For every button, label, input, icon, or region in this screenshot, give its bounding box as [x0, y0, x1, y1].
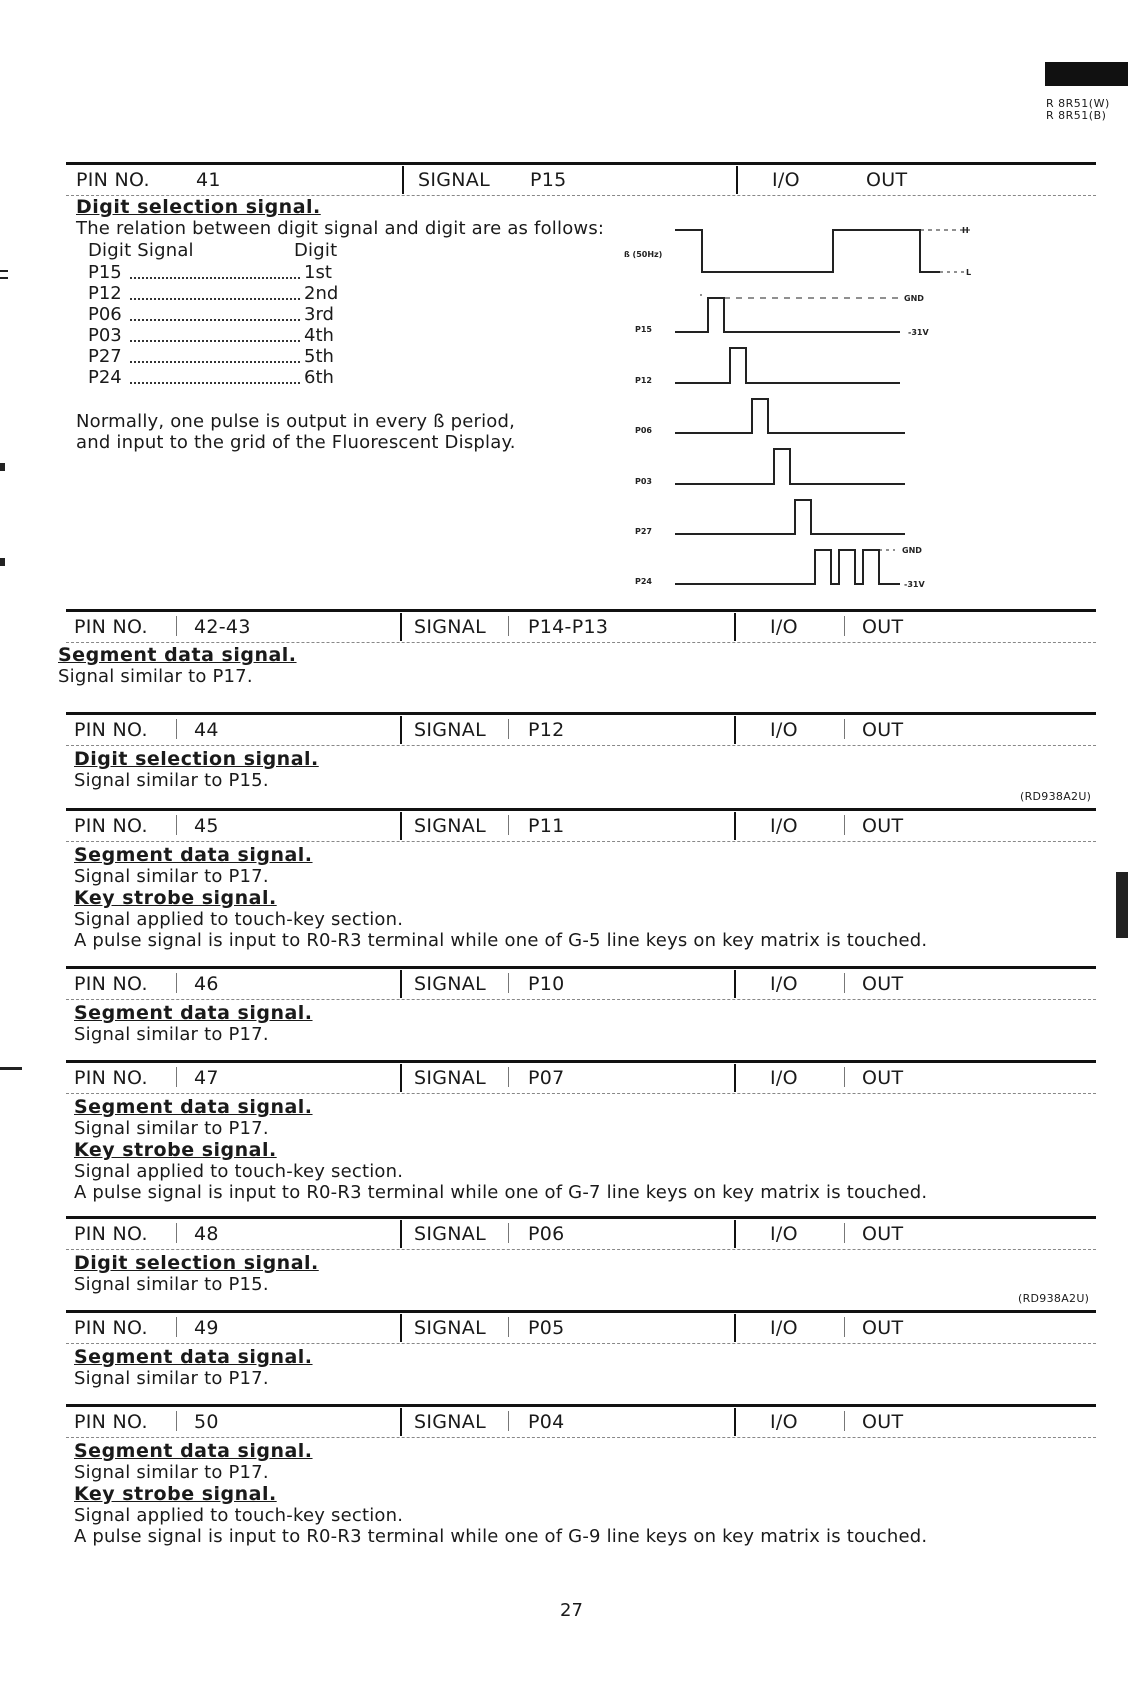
pin-row-41	[66, 162, 1096, 196]
key-description: Signal applied to touch-key section.	[74, 1161, 404, 1182]
tick	[176, 815, 177, 835]
scan-mark	[0, 277, 8, 279]
io-value: OUT	[862, 719, 904, 741]
divider	[734, 970, 736, 998]
digit-signal: P27	[88, 346, 122, 367]
pin-no-value: 49	[194, 1317, 219, 1339]
tick	[176, 719, 177, 739]
io-label: I/O	[770, 1317, 798, 1339]
io-value: OUT	[862, 973, 904, 995]
digit-signal: P03	[88, 325, 122, 346]
model-code-black: R 8R51(B)	[1046, 109, 1107, 122]
signal-value: P15	[530, 169, 567, 191]
reference-code: (RD938A2U)	[1020, 790, 1092, 803]
signal-value: P11	[528, 815, 565, 837]
tick	[176, 1411, 177, 1431]
tick	[508, 1223, 509, 1243]
section-title-segment: Segment data signal.	[58, 644, 297, 666]
divider	[736, 166, 738, 194]
scan-mark	[0, 1067, 22, 1070]
model-code-block	[1046, 98, 1110, 122]
signal-value: P07	[528, 1067, 565, 1089]
pin-no-value: 46	[194, 973, 219, 995]
p06-waveform	[675, 399, 905, 433]
level-label-gnd: GND	[904, 294, 924, 303]
signal-value: P06	[528, 1223, 565, 1245]
io-label: I/O	[770, 616, 798, 638]
leader-dots	[130, 361, 300, 363]
signal-label: SIGNAL	[414, 1317, 486, 1339]
digit-signal: P15	[88, 262, 122, 283]
digit-table-row	[88, 283, 338, 305]
key-pulse-description: A pulse signal is input to R0-R3 terminal while one of G-5 line keys on key matrix is touched.	[74, 930, 928, 951]
io-label: I/O	[772, 169, 800, 191]
divider	[734, 613, 736, 641]
pin-row-49	[66, 1310, 1096, 1344]
divider	[400, 1314, 402, 1342]
timing-label-p27: P27	[635, 527, 652, 536]
section-title-digit: Digit selection signal.	[76, 196, 321, 218]
tick	[508, 1411, 509, 1431]
timing-label-p24: P24	[635, 577, 652, 586]
col-digit-heading: Digit	[294, 240, 338, 261]
level-label-gnd-p24: GND	[902, 546, 922, 555]
section-title-segment: Segment data signal.	[74, 1440, 313, 1462]
digit-signal: P24	[88, 367, 122, 388]
section-title-segment: Segment data signal.	[74, 1096, 313, 1118]
pin-no-value: 41	[196, 169, 221, 191]
digit-signal: P12	[88, 283, 122, 304]
key-description: Signal applied to touch-key section.	[74, 909, 404, 930]
signal-label: SIGNAL	[414, 815, 486, 837]
signal-label: SIGNAL	[414, 1411, 486, 1433]
tick	[844, 616, 845, 636]
pin-row-42-43	[66, 609, 1096, 643]
key-pulse-description: A pulse signal is input to R0-R3 terminal while one of G-9 line keys on key matrix is touched.	[74, 1526, 928, 1547]
timing-label-p12: P12	[635, 376, 652, 385]
edge-tab-mark	[1116, 872, 1128, 938]
digit-value: 5th	[304, 346, 334, 367]
io-label: I/O	[770, 719, 798, 741]
io-label: I/O	[770, 1067, 798, 1089]
pin-no-label: PIN NO.	[74, 616, 148, 638]
level-label-31v: -31V	[908, 328, 929, 337]
pin-no-label: PIN NO.	[74, 1317, 148, 1339]
pulse-note-line2: and input to the grid of the Fluorescent Display.	[76, 432, 516, 453]
timing-label-beta: ß (50Hz)	[624, 250, 663, 259]
leader-dots	[130, 340, 300, 342]
pin-no-value: 47	[194, 1067, 219, 1089]
signal-label: SIGNAL	[418, 169, 490, 191]
tick	[844, 1317, 845, 1337]
section-title-digit: Digit selection signal.	[74, 1252, 319, 1274]
p24-waveform	[675, 550, 900, 584]
tick	[508, 973, 509, 993]
tick	[508, 1067, 509, 1087]
p15-waveform	[675, 298, 900, 332]
col-signal-heading: Digit Signal	[88, 240, 194, 261]
section-title-segment: Segment data signal.	[74, 1002, 313, 1024]
divider	[734, 1064, 736, 1092]
divider	[400, 613, 402, 641]
scan-mark	[0, 558, 5, 566]
signal-description: Signal similar to P17.	[74, 1024, 269, 1045]
leader-dots	[130, 319, 300, 321]
pin-row-50	[66, 1404, 1096, 1438]
section-title-key: Key strobe signal.	[74, 1483, 277, 1505]
digit-value: 6th	[304, 367, 334, 388]
divider	[400, 716, 402, 744]
tick	[176, 1223, 177, 1243]
signal-description: Signal similar to P17.	[58, 666, 253, 687]
io-label: I/O	[770, 1223, 798, 1245]
tick	[844, 973, 845, 993]
leader-dots	[130, 382, 300, 384]
signal-value: P14-P13	[528, 616, 609, 638]
tick	[844, 815, 845, 835]
scan-mark	[0, 463, 5, 471]
section-title-segment: Segment data signal.	[74, 844, 313, 866]
io-value: OUT	[862, 1317, 904, 1339]
digit-value: 3rd	[304, 304, 334, 325]
tick	[844, 1223, 845, 1243]
io-value: OUT	[862, 1223, 904, 1245]
signal-label: SIGNAL	[414, 616, 486, 638]
digit-value: 4th	[304, 325, 334, 346]
pin-no-value: 42-43	[194, 616, 251, 638]
tick	[176, 616, 177, 636]
tick	[844, 1411, 845, 1431]
pin-no-value: 45	[194, 815, 219, 837]
timing-label-p06: P06	[635, 426, 652, 435]
digit-table-row	[88, 325, 338, 347]
signal-label: SIGNAL	[414, 973, 486, 995]
model-code-white: R 8R51(W)	[1046, 97, 1110, 110]
divider	[734, 1220, 736, 1248]
divider	[734, 812, 736, 840]
io-label: I/O	[770, 1411, 798, 1433]
relation-text: The relation between digit signal and digit are as follows:	[76, 218, 605, 239]
signal-value: P05	[528, 1317, 565, 1339]
section-title-digit: Digit selection signal.	[74, 748, 319, 770]
key-pulse-description: A pulse signal is input to R0-R3 terminal while one of G-7 line keys on key matrix is touched.	[74, 1182, 928, 1203]
tick	[176, 1067, 177, 1087]
signal-label: SIGNAL	[414, 1223, 486, 1245]
timing-diagram	[620, 220, 980, 596]
tick	[508, 815, 509, 835]
io-value: OUT	[862, 1067, 904, 1089]
key-description: Signal applied to touch-key section.	[74, 1505, 404, 1526]
pin-no-label: PIN NO.	[76, 169, 150, 191]
timing-label-p03: P03	[635, 477, 652, 486]
signal-label: SIGNAL	[414, 719, 486, 741]
digit-table-row	[88, 346, 338, 368]
signal-description: Signal similar to P17.	[74, 1462, 269, 1483]
signal-description: Signal similar to P17.	[74, 866, 269, 887]
divider	[402, 166, 404, 194]
digit-value: 1st	[304, 262, 332, 283]
pin-no-value: 44	[194, 719, 219, 741]
signal-value: P12	[528, 719, 565, 741]
section-title-key: Key strobe signal.	[74, 1139, 277, 1161]
section-title-segment: Segment data signal.	[74, 1346, 313, 1368]
signal-label: SIGNAL	[414, 1067, 486, 1089]
divider	[400, 1220, 402, 1248]
tick	[176, 1317, 177, 1337]
pulse-note-line1: Normally, one pulse is output in every ß period,	[76, 411, 516, 432]
signal-description: Signal similar to P15.	[74, 1274, 269, 1295]
signal-value: P04	[528, 1411, 565, 1433]
pin-row-48	[66, 1216, 1096, 1250]
pin-no-label: PIN NO.	[74, 1411, 148, 1433]
io-value: OUT	[866, 169, 908, 191]
beta-waveform	[675, 230, 940, 272]
signal-description: Signal similar to P17.	[74, 1118, 269, 1139]
pin-no-label: PIN NO.	[74, 1067, 148, 1089]
pin-no-label: PIN NO.	[74, 815, 148, 837]
divider	[400, 812, 402, 840]
level-label-l: L	[966, 268, 972, 277]
pin-no-label: PIN NO.	[74, 719, 148, 741]
tick	[508, 719, 509, 739]
p03-waveform	[675, 449, 905, 484]
io-value: OUT	[862, 1411, 904, 1433]
pin-row-44	[66, 712, 1096, 746]
level-label-h: H	[962, 226, 969, 235]
reference-code: (RD938A2U)	[1018, 1292, 1090, 1305]
tick	[844, 1067, 845, 1087]
leader-dots	[130, 298, 300, 300]
signal-description: Signal similar to P17.	[74, 1368, 269, 1389]
page-number: 27	[560, 1600, 583, 1621]
divider	[734, 716, 736, 744]
pin-no-label: PIN NO.	[74, 1223, 148, 1245]
tick	[176, 973, 177, 993]
p12-waveform	[675, 348, 900, 383]
header-black-tab	[1045, 62, 1128, 86]
pin-row-47	[66, 1060, 1096, 1094]
tick	[508, 1317, 509, 1337]
io-value: OUT	[862, 815, 904, 837]
digit-signal: P06	[88, 304, 122, 325]
pin-row-45	[66, 808, 1096, 842]
signal-value: P10	[528, 973, 565, 995]
pin-no-value: 50	[194, 1411, 219, 1433]
divider	[400, 1408, 402, 1436]
pin-no-label: PIN NO.	[74, 973, 148, 995]
pin-no-value: 48	[194, 1223, 219, 1245]
scan-mark	[0, 270, 8, 272]
divider	[400, 970, 402, 998]
tick	[844, 719, 845, 739]
digit-table-row	[88, 262, 338, 284]
divider	[734, 1314, 736, 1342]
level-label-31v-p24: -31V	[904, 580, 925, 589]
digit-table-row	[88, 304, 338, 326]
section-title-key: Key strobe signal.	[74, 887, 277, 909]
io-value: OUT	[862, 616, 904, 638]
leader-dots	[130, 277, 300, 279]
pin-row-46	[66, 966, 1096, 1000]
io-label: I/O	[770, 973, 798, 995]
divider	[734, 1408, 736, 1436]
signal-description: Signal similar to P15.	[74, 770, 269, 791]
timing-label-p15: P15	[635, 325, 652, 334]
tick	[508, 616, 509, 636]
divider	[400, 1064, 402, 1092]
digit-table-row	[88, 367, 338, 389]
p27-waveform	[675, 500, 905, 534]
digit-value: 2nd	[304, 283, 339, 304]
io-label: I/O	[770, 815, 798, 837]
